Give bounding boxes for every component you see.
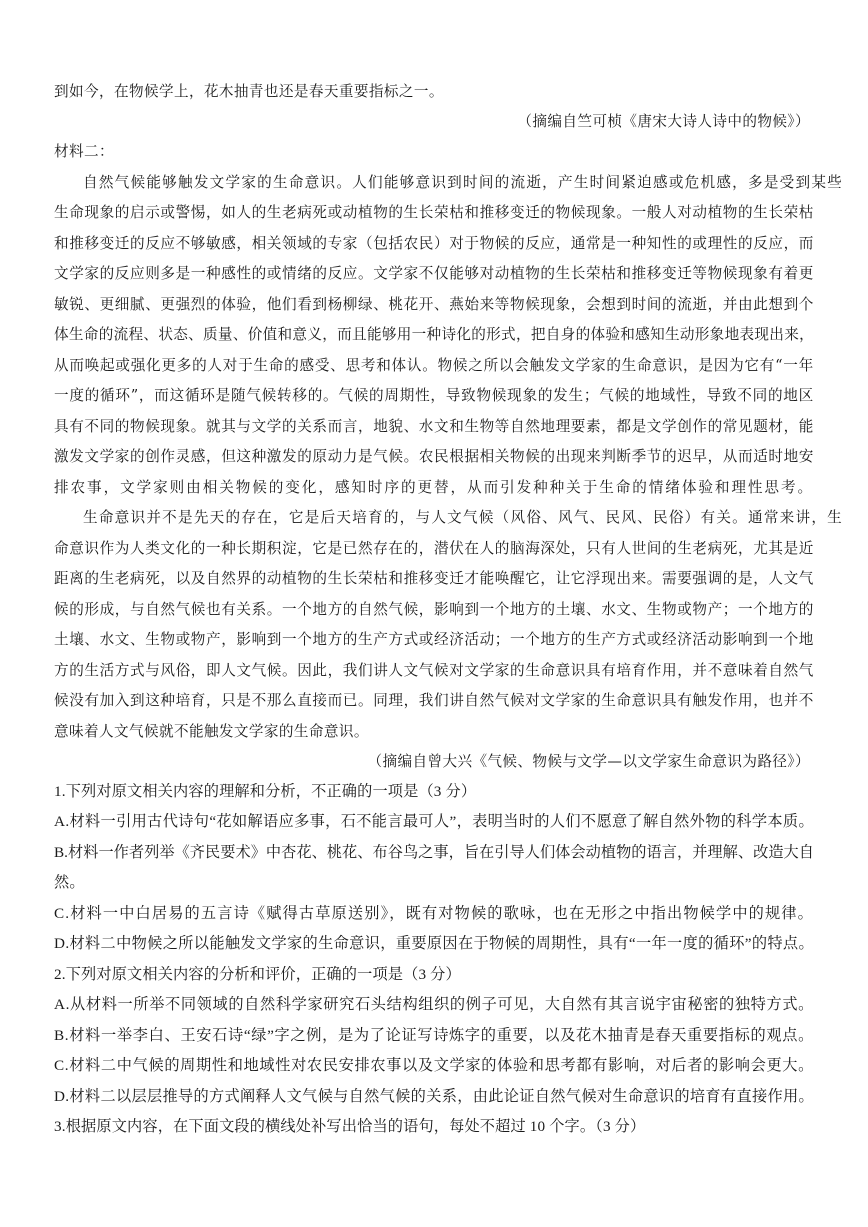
paragraph-line: 激发文学家的创作灵感，但这种激发的原动力是气候。农民根据相关物候的出现来判断季节的迟早，从而适时地安: [54, 448, 814, 465]
paragraph-line: 候没有加入到这种培育，只是不那么直接而已。同理，我们讲自然气候对文学家的生命意识具有触发作用，也并不: [54, 692, 814, 709]
paragraph-line: 意味着人文气候就不能触发文学家的生命意识。: [54, 723, 369, 740]
paragraph-line: 体生命的流程、状态、质量、价值和意义，而且能够用一种诗化的形式，把自身的体验和感知生动形象地表现出来，: [54, 326, 814, 343]
paragraph-line: 距离的生老病死，以及自然界的动植物的生长荣枯和推移变迁才能唤醒它，让它浮现出来。需要强调的是，人文气: [54, 570, 814, 587]
paragraph-line: 和推移变迁的反应不够敏感，相关领域的专家（包括农民）对于物候的反应，通常是一种知性的或理性的反应，而: [54, 235, 814, 252]
paragraph-line: 生命现象的启示或警惕，如人的生老病死或动植物的生长荣枯和推移变迁的物候现象。一般人对动植物的生长荣枯: [54, 204, 814, 221]
source-citation-1: （摘编自竺可桢《唐宋大诗人诗中的物候》）: [517, 113, 810, 130]
question-1-option-b-cont: 然。: [54, 874, 85, 891]
question-2-option-d: D.材料二以层层推导的方式阐释人文气候与自然气候的关系，由此论证自然气候对生命意识的培育有直接作用。: [54, 1088, 814, 1105]
question-1-option-c: C.材料一中白居易的五言诗《赋得古草原送别》，既有对物候的歌咏，也在无形之中指出物候学中的规律。: [54, 905, 814, 922]
paragraph-line: 排农事，文学家则由相关物候的变化，感知时序的更替，从而引发种种关于生命的情绪体验和理性思考。: [54, 479, 814, 496]
paragraph-line: 候的形成，与自然气候也有关系。一个地方的自然气候，影响到一个地方的土壤、水文、生物或物产；一个地方的: [54, 601, 814, 618]
paragraph-line: 敏锐、更细腻、更强烈的体验，他们看到杨柳绿、桃花开、燕始来等物候现象，会想到时间的流逝，并由此想到个: [54, 296, 814, 313]
question-2-option-a: A.从材料一所举不同领域的自然科学家研究石头结构组织的例子可见，大自然有其言说宇宙秘密的独特方式。: [54, 996, 814, 1013]
question-1-option-a: A.材料一引用古代诗句“花如解语应多事，石不能言最可人”，表明当时的人们不愿意了解自然外物的科学本质。: [54, 813, 814, 830]
paragraph-line: 命意识作为人类文化的一种长期积淀，它是已然存在的，潜伏在人的脑海深处，只有人世间的生老病死，尤其是近: [54, 540, 814, 557]
paragraph-line: 文学家的反应则多是一种感性的或情绪的反应。文学家不仅能够对动植物的生长荣枯和推移变迁等物候现象有着更: [54, 265, 814, 282]
paragraph-line: 自然气候能够触发文学家的生命意识。人们能够意识到时间的流逝，产生时间紧迫感或危机感，多是受到某些: [83, 174, 843, 191]
paragraph-line: 方的生活方式与风俗，即人文气候。因此，我们讲人文气候对文学家的生命意识具有培育作用，并不意味着自然气: [54, 662, 814, 679]
paragraph-line: 生命意识并不是先天的存在，它是后天培育的，与人文气候（风俗、风气、民风、民俗）有关。通常来讲，生: [83, 509, 843, 526]
paragraph-line: 一度的循环”，而这循环是随气候转移的。气候的周期性，导致物候现象的发生；气候的地域性，导致不同的地区: [54, 387, 814, 404]
paragraph-line: 土壤、水文、生物或物产，影响到一个地方的生产方式或经济活动；一个地方的生产方式或经济活动影响到一个地: [54, 631, 814, 648]
question-3-stem: 3.根据原文内容，在下面文段的横线处补写出恰当的语句，每处不超过 10 个字。（3 分）: [54, 1118, 646, 1135]
question-1-option-d: D.材料二中物候之所以能触发文学家的生命意识，重要原因在于物候的周期性，具有“一年一度的循环”的特点。: [54, 935, 814, 952]
question-2-option-c: C.材料二中气候的周期性和地域性对农民安排农事以及文学家的体验和思考都有影响，对后者的影响会更大。: [54, 1057, 814, 1074]
question-2-stem: 2.下列对原文相关内容的分析和评价，正确的一项是（3 分）: [54, 966, 461, 983]
paragraph-line: 从而唤起或强化更多的人对于生命的感受、思考和体认。物候之所以会触发文学家的生命意识，是因为它有“一年: [54, 357, 814, 374]
section-label: 材料二：: [54, 143, 114, 160]
paragraph-line: 具有不同的物候现象。就其与文学的关系而言，地貌、水文和生物等自然地理要素，都是文学创作的常见题材，能: [54, 418, 814, 435]
question-1-option-b: B.材料一作者列举《齐民要术》中杏花、桃花、布谷鸟之事，旨在引导人们体会动植物的语言，并理解、改造大自: [54, 844, 814, 861]
question-1-stem: 1.下列对原文相关内容的理解和分析，不正确的一项是（3 分）: [54, 783, 477, 800]
opening-line: 到如今，在物候学上，花木抽青也还是春天重要指标之一。: [54, 83, 444, 100]
question-2-option-b: B.材料一举李白、王安石诗“绿”字之例，是为了论证写诗炼字的重要，以及花木抽青是春天重要指标的观点。: [54, 1027, 814, 1044]
source-citation-2: （摘编自曾大兴《气候、物候与文学—以文学家生命意识为路径》）: [367, 753, 810, 770]
